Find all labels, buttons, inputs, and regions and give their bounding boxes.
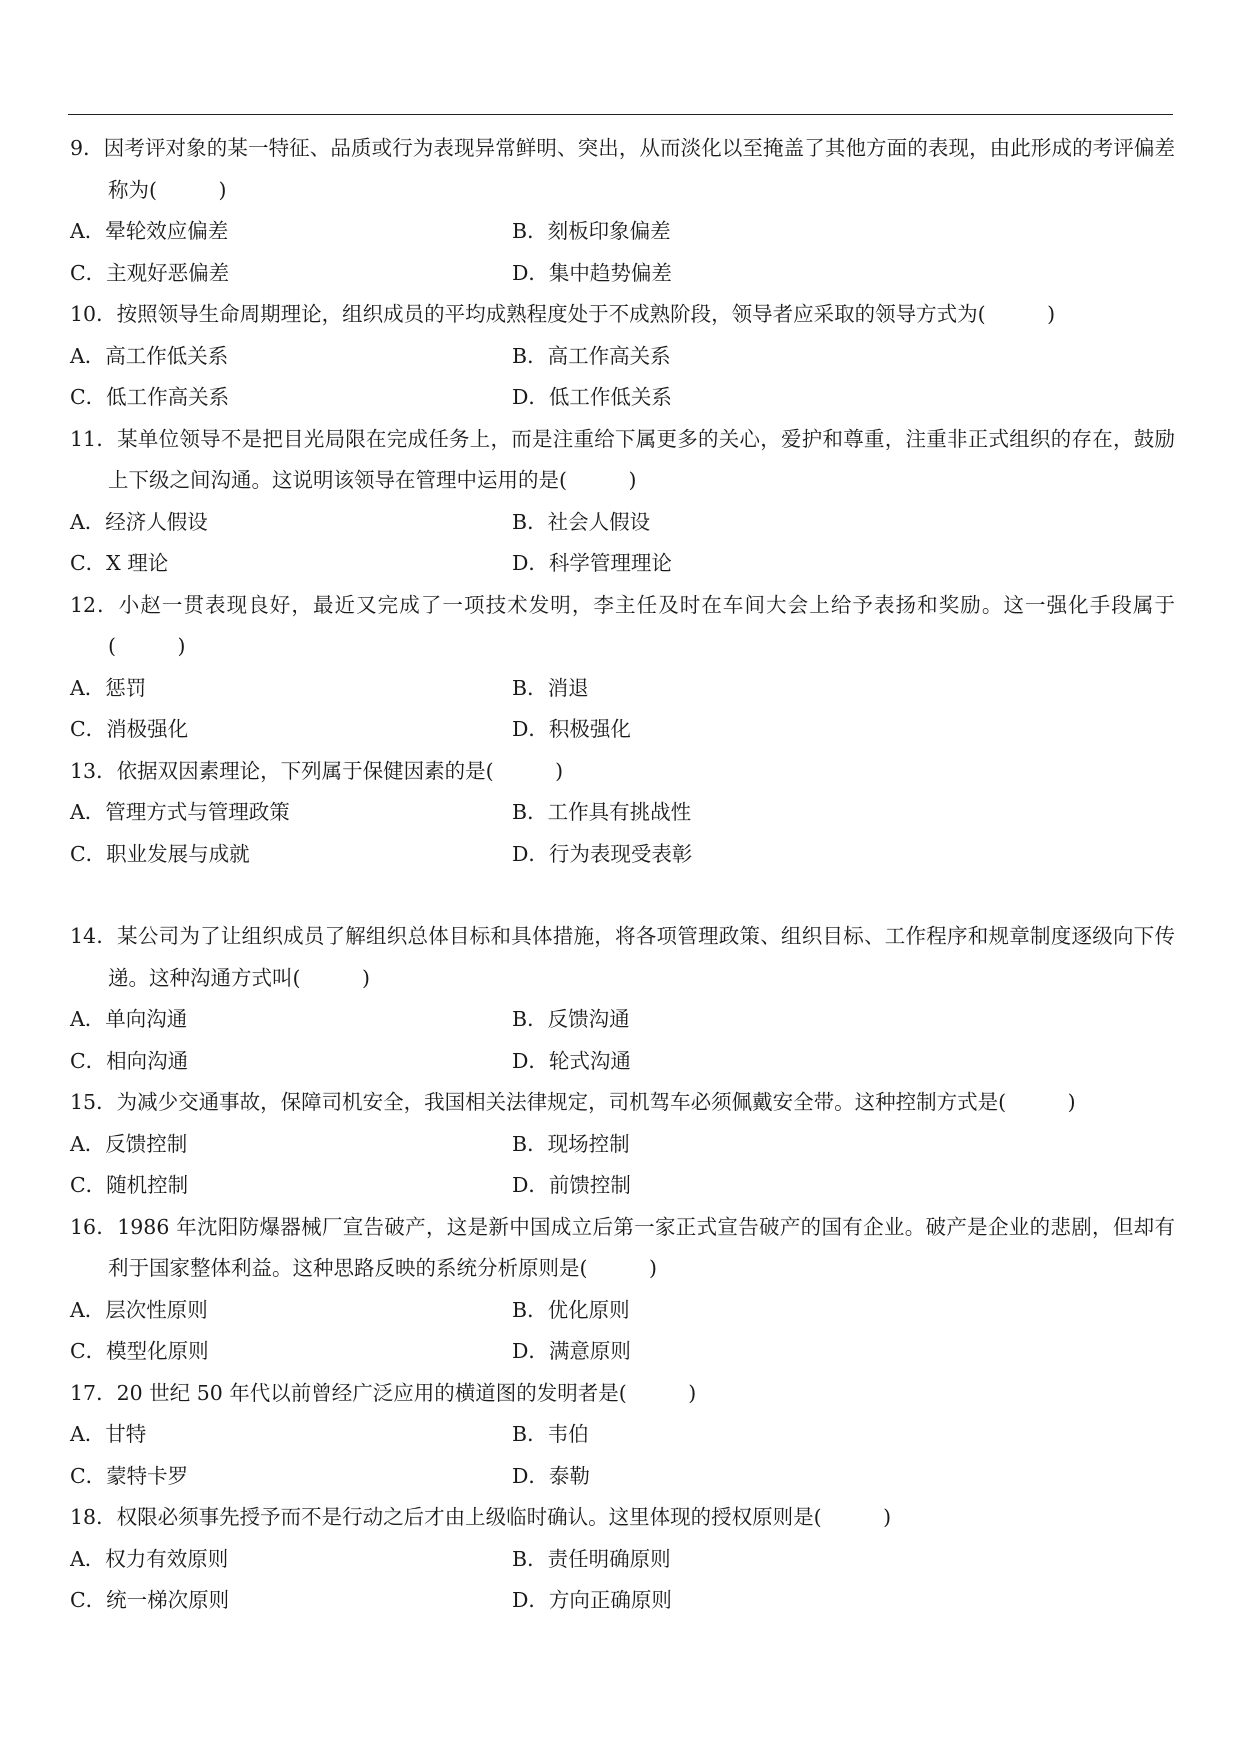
option-row [70,834,1175,876]
option-d: D．泰勒 [512,1463,590,1488]
option-a: A．单向沟通 [70,1007,188,1031]
option-row [70,1456,1175,1498]
option-a: A．反馈控制 [70,1131,188,1156]
question-list [70,128,1175,1622]
option-d: D．前馈控制 [512,1173,631,1197]
option-c: C．蒙特卡罗 [70,1463,189,1488]
question-stem: 10．按照领导生命周期理论，组织成员的平均成熟程度处于不成熟阶段，领导者应采取的领导方式为( ) [70,302,1056,326]
section-gap [70,875,1175,916]
question-stem: 17．20 世纪 50 年代以前曾经广泛应用的横道图的发明者是( ) [70,1380,697,1405]
question-stem: 16．1986 年沈阳防爆器械厂宣告破产，这是新中国成立后第一家正式宣告破产的国有企业。破产是企业的悲剧，但却有利于国家整体利益。这种思路反映的系统分析原则是( ) [70,1214,1175,1280]
question-stem: 15．为减少交通事故，保障司机安全，我国相关法律规定，司机驾车必须佩戴安全带。这种控制方式是( ) [70,1090,1076,1114]
option-c: C．职业发展与成就 [70,841,250,866]
option-row [70,1539,1175,1581]
option-row [70,1165,1175,1207]
option-a: A．层次性原则 [70,1297,208,1322]
question-stem: 9．因考评对象的某一特征、品质或行为表现异常鲜明、突出，从而淡化以至掩盖了其他方面的表现，由此形成的考评偏差称为( ) [70,136,1175,202]
option-c: C．随机控制 [70,1173,189,1197]
option-row [70,211,1175,253]
option-d: D．集中趋势偏差 [512,260,672,285]
option-row [70,1124,1175,1166]
option-row [70,1290,1175,1332]
option-d: D．行为表现受表彰 [512,841,693,866]
option-row [70,543,1175,585]
question-11 [70,419,1175,585]
option-a: A．权力有效原则 [70,1546,229,1571]
option-row [70,668,1175,710]
option-b: B．社会人假设 [512,509,651,534]
question-16 [70,1207,1175,1373]
option-c: C．相向沟通 [70,1048,189,1073]
option-a: A．惩罚 [70,675,147,700]
option-d: D．积极强化 [512,717,631,741]
option-b: B．高工作高关系 [512,343,671,368]
option-d: D．方向正确原则 [512,1588,672,1612]
option-row [70,709,1175,751]
option-b: B．反馈沟通 [512,1007,630,1031]
question-stem: 13．依据双因素理论，下列属于保健因素的是( ) [70,758,564,783]
option-row [70,1580,1175,1622]
option-b: B．刻板印象偏差 [512,219,671,243]
option-c: C．统一梯次原则 [70,1588,230,1612]
question-13 [70,751,1175,876]
option-row [70,253,1175,295]
question-stem: 11．某单位领导不是把目光局限在完成任务上，而是注重给下属更多的关心，爱护和尊重，注重非正式组织的存在，鼓励上下级之间沟通。这说明该领导在管理中运用的是( ) [70,426,1175,492]
question-stem: 18．权限必须事先授予而不是行动之后才由上级临时确认。这里体现的授权原则是( ) [70,1505,892,1529]
question-9 [70,128,1175,294]
option-b: B．消退 [512,675,589,700]
option-row [70,336,1175,378]
question-15 [70,1082,1175,1207]
option-a: A．晕轮效应偏差 [70,219,229,243]
option-c: C．主观好恶偏差 [70,260,230,285]
option-row [70,377,1175,419]
option-d: D．科学管理理论 [512,551,672,575]
option-row [70,1331,1175,1373]
question-10 [70,294,1175,419]
option-a: A．管理方式与管理政策 [70,800,290,824]
option-c: C．低工作高关系 [70,385,230,409]
option-c: C．X 理论 [70,551,169,575]
question-14 [70,916,1175,1082]
option-d: D．低工作低关系 [512,385,672,409]
option-b: B．现场控制 [512,1131,630,1156]
option-row [70,1041,1175,1083]
option-a: A．高工作低关系 [70,343,229,368]
option-row [70,502,1175,544]
option-c: C．模型化原则 [70,1339,209,1363]
option-a: A．甘特 [70,1422,147,1446]
option-a: A．经济人假设 [70,509,208,534]
option-b: B．责任明确原则 [512,1546,671,1571]
option-row [70,999,1175,1041]
option-b: B．优化原则 [512,1297,630,1322]
header-rule [68,114,1173,115]
question-17 [70,1373,1175,1498]
option-d: D．轮式沟通 [512,1048,631,1073]
option-b: B．韦伯 [512,1422,589,1446]
option-c: C．消极强化 [70,717,189,741]
question-12 [70,585,1175,751]
question-stem: 12．小赵一贯表现良好，最近又完成了一项技术发明，李主任及时在车间大会上给予表扬和奖励。这一强化手段属于( ) [70,592,1175,658]
option-b: B．工作具有挑战性 [512,800,692,824]
option-row [70,792,1175,834]
option-row [70,1414,1175,1456]
option-d: D．满意原则 [512,1339,631,1363]
question-18 [70,1497,1175,1622]
question-stem: 14．某公司为了让组织成员了解组织总体目标和具体措施，将各项管理政策、组织目标、工作程序和规章制度逐级向下传递。这种沟通方式叫( ) [70,924,1175,990]
